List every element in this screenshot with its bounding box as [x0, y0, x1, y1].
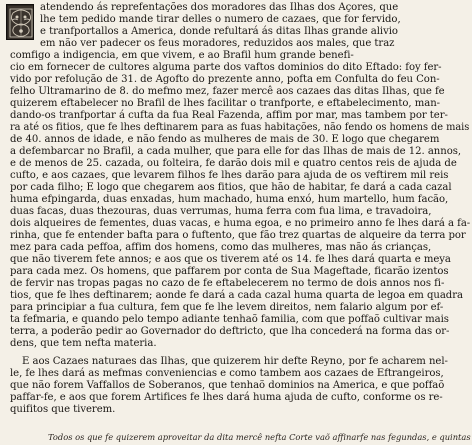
text-line: le, fe lhes dará as mefmas conveniencias e como tambem aos cazaes de Eftrangeiros,	[10, 368, 444, 379]
text-line: de 40. annos de idade, e não fendo as mulheres de mais de 30. E logo que chegarem	[10, 134, 440, 145]
text-line: tios, que fe lhes deftinarem; aonde fe dará a cada cazal huma quarta de legoa em quadra	[10, 290, 463, 301]
text-line: ra até os fitios, que fe lhes deftinarem para as fuas habitações, não fendo os homens de mais	[10, 122, 470, 133]
text-line: rinha, que fe entender bafta para o fuftento, que fão trez quartas de alqueire da terra por	[10, 230, 466, 241]
text-line: lhe tem pedido mande tirar delles o numero de cazaes, que for fervido,	[40, 14, 401, 25]
text-line: E aos Cazaes naturaes das Ilhas, que quizerem hir defte Reyno, por fe acharem nel-	[22, 356, 448, 367]
text-line: felho Ultramarino de 8. do mefmo mez, fazer mercê aos cazaes das ditas Ilhas, que fe	[10, 86, 445, 97]
text-line: que não tiverem fete annos; e aos que os tiverem até os 14. fe lhes dará quarta e meya	[10, 254, 451, 265]
text-line: para principiar a fua cultura, fem que fe lhe levem direitos, nem falario algum por ef-	[10, 302, 444, 313]
text-line: quizerem eftabelecer no Brafil de lhes facilitar o tranfporte, e eftabelecimento, man-	[10, 98, 441, 109]
text-line: huma efpingarda, duas enxadas, hum machado, huma enxó, hum martello, hum facão,	[10, 194, 449, 205]
text-line: cufto, e aos cazaes, que levarem filhos fe lhes darão para ajuda de os veftirem mil reis	[10, 170, 449, 181]
text-line: mez para cada peffoa, affim dos homens, como das mulheres, mas não ás crianças,	[10, 242, 432, 253]
text-line: paffar-fe, e aos que forem Artifices fe lhes dará huma ajuda de cufto, conforme os re-	[10, 392, 443, 403]
text-line: quifitos que tiverem.	[10, 404, 116, 415]
text-line: que não forem Vaffallos de Soberanos, que tenhaõ dominios na America, e que poffaõ	[10, 380, 445, 391]
text-line: duas facas, duas thezouras, duas verrumas, huma ferra com fua lima, e travadoira,	[10, 206, 432, 217]
ornamental-initial	[6, 4, 34, 40]
text-line: cio em fornecer de cultores alguma parte dos vaftos dominios do dito Eftado: foy fer-	[10, 62, 442, 73]
ornament-icon	[7, 5, 34, 40]
text-line: a defembarcar no Brafil, a cada mulher, que para elle for das Ilhas de mais de 12. annos,	[10, 146, 462, 157]
text-line: comfigo a indigencia, em que vivem, e ao Brafil hum grande benefi-	[10, 50, 354, 61]
text-line: por cada filho; E logo que chegarem aos fitios, que hão de habitar, fe dará a cada cazal	[10, 182, 452, 193]
text-line: de fervir nas tropas pagas no cazo de fe eftabelecerem no termo de dois annos nos fi-	[10, 278, 445, 289]
text-line: terra, a poderão pedir ao Governador do deftricto, que lha concederá na forma das or-	[10, 326, 450, 337]
text-line: em não ver padecer os feus moradores, reduzidos aos males, que traz	[40, 38, 395, 49]
text-line: ta fefmaria, e quando pelo tempo adiante tenhaõ familia, com que poffaõ cultivar mais	[10, 314, 449, 325]
footer-line: Todos os que fe quizerem aproveitar da dita mercê nefta Corte vaõ affinarfe nas fegundas, e quintas	[48, 432, 471, 442]
text-line: dois alqueires de fementes, duas vacas, e huma egoa, e no primeiro anno fe lhes dará a fa-	[10, 218, 471, 229]
text-line: dando-os tranfportar á cufta da fua Real Fazenda, affim por mar, mas tambem por ter-	[10, 110, 448, 121]
text-line: vido por refolução de 31. de Agofto do prezente anno, pofta em Confulta do feu Con-	[10, 74, 440, 85]
text-line: dens, que tem nefta materia.	[10, 338, 157, 349]
text-line: e de menos de 25. cazada, ou folteira, fe darão dois mil e quatro centos reis de ajuda de	[10, 158, 457, 169]
text-line: para cada mez. Os homens, que paffarem por conta de Sua Mageftade, ficarão izentos	[10, 266, 449, 277]
text-line: atendendo ás reprefentações dos moradores das Ilhas dos Açores, que	[40, 2, 399, 13]
text-line: e tranfportallos a America, donde refultará ás ditas Ilhas grande alivio	[40, 26, 398, 37]
